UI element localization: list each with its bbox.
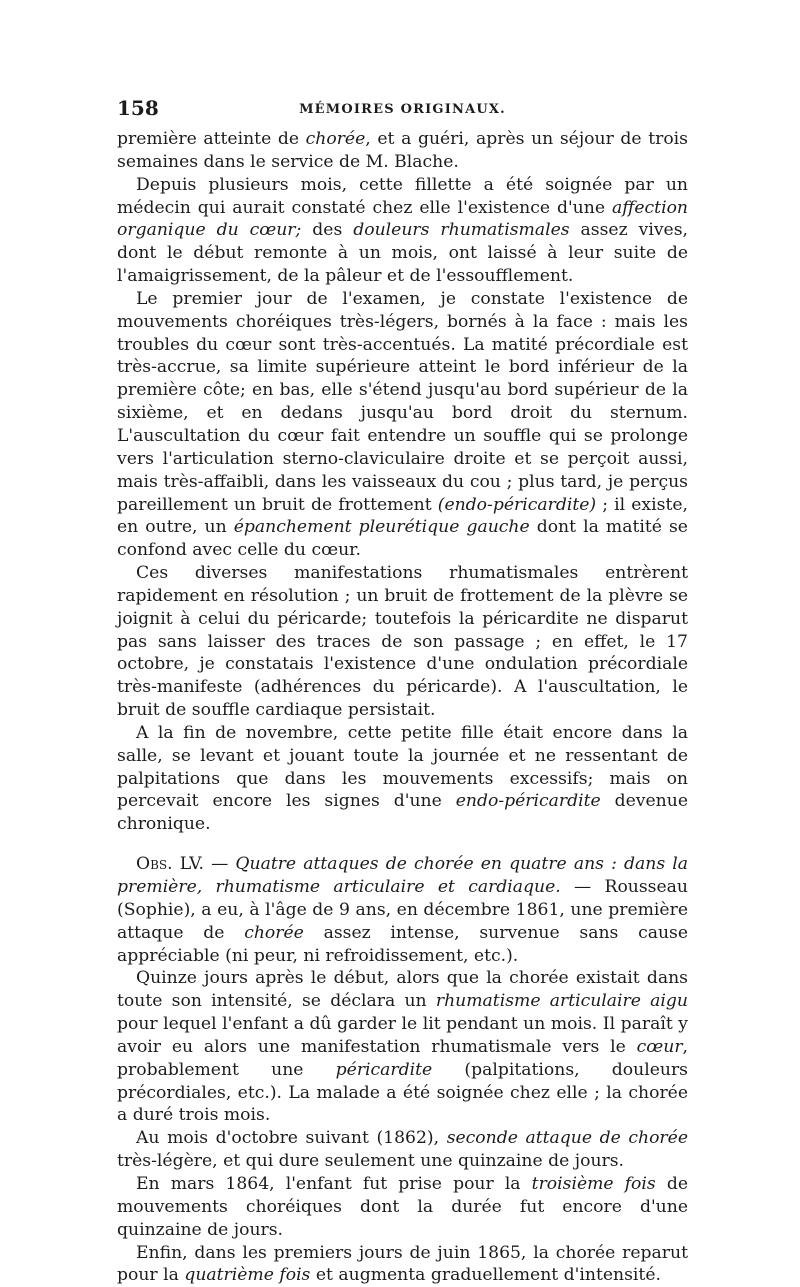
running-head-title: MÉMOIRES ORIGINAUX. <box>117 102 688 117</box>
text-run: des <box>301 220 353 240</box>
text-run: devenue chronique. <box>117 791 688 834</box>
text-run: , et a guéri, après un séjour de trois semaines dans le service de M. Blache. <box>117 129 688 172</box>
text-run: première atteinte de <box>117 129 306 149</box>
page-number: 158 <box>117 96 159 120</box>
body-text <box>117 128 688 1287</box>
italic-text: rhumatisme articulaire aigu <box>436 991 688 1011</box>
body-paragraph <box>117 562 688 722</box>
text-run: Depuis plusieurs mois, cette fillette a été soignée par un médecin qui aurait constaté chez elle l'existence d'une <box>117 175 688 218</box>
observation-heading-paragraph <box>117 853 688 967</box>
italic-text: péricardite <box>336 1060 433 1080</box>
text-run: dont la matité se confond avec celle du cœur. <box>117 517 688 560</box>
body-paragraph <box>117 128 688 174</box>
body-paragraph <box>117 1173 688 1242</box>
italic-text: seconde attaque de chorée <box>447 1128 688 1148</box>
text-run: Quinze jours après le début, alors que la chorée existait dans toute son intensité, se déclara un <box>117 968 688 1011</box>
text-run: (palpitations, douleurs précordiales, etc.). La malade a été soignée chez elle ; la chorée a duré trois mois. <box>117 1060 688 1126</box>
text-run: — Rousseau (Sophie), a eu, à l'âge de 9 ans, en décembre 1861, une première attaque de <box>117 877 688 943</box>
text-run: A la fin de novembre, cette petite fille était encore dans la salle, se levant et jouant toute la journée et ne ressentant de palpitations que dans les mouvements excessifs; mais on percevait encore les signes d'une <box>117 723 688 812</box>
body-paragraph <box>117 1127 688 1173</box>
italic-text: chorée <box>244 923 304 943</box>
text-run: Ces diverses manifestations rhumatismales entrèrent rapidement en résolution ; un bruit de frottement de la plèvre se joignit à celui du péricarde; toutefois la péricardite ne disparut pas sans laisser des traces de son passage ; en effet, le 17 octobre, je constatais l'existence d'une ondulation précordiale très-manifeste (adhérences du péricarde). A l'auscultation, le bruit de souffle cardiaque persistait. <box>117 563 688 720</box>
text-run: Au mois d'octobre suivant (1862), <box>136 1128 447 1148</box>
text-run: ; il existe, en outre, un <box>117 495 688 538</box>
text-run: pour lequel l'enfant a dû garder le lit pendant un mois. Il paraît y avoir eu alors une manifestation rhumatismale vers le <box>117 1014 688 1057</box>
observation-label: Obs. LV. <box>136 854 204 874</box>
italic-text: douleurs rhumatismales <box>353 220 569 240</box>
text-run: et augmenta graduellement d'intensité. <box>310 1265 661 1285</box>
text-run: — <box>204 854 235 874</box>
body-paragraph <box>117 967 688 1127</box>
italic-text: (endo-péricardite) <box>438 495 596 515</box>
text-run: de mouvements choréiques dont la durée fut encore d'une quinzaine de jours. <box>117 1174 688 1240</box>
body-paragraph <box>117 1242 688 1287</box>
body-paragraph <box>117 288 688 562</box>
italic-text: troisième fois <box>532 1174 656 1194</box>
text-run: En mars 1864, l'enfant fut prise pour la <box>136 1174 532 1194</box>
text-run: très-légère, et qui dure seulement une quinzaine de jours. <box>117 1151 624 1171</box>
italic-text: quatrième fois <box>184 1265 310 1285</box>
text-run: Le premier jour de l'examen, je constate l'existence de mouvements choréiques très-légers, bornés à la face : mais les troubles du cœur sont très-accentués. La matité précordiale est très-accrue, sa limite supérieure atteint le bord inférieur de la première côte; en bas, elle s'étend jusqu'au bord supérieur de la sixième, et en dedans jusqu'au bord droit du sternum. L'auscultation du cœur fait entendre un souffle qui se prolonge vers l'articulation sterno-claviculaire droite et se perçoit aussi, mais très-affaibli, dans les vaisseaux du cou ; plus tard, je perçus pareillement un bruit de frottement <box>117 289 688 515</box>
body-paragraph <box>117 722 688 836</box>
italic-text: cœur <box>637 1037 683 1057</box>
text-run: , probablement une <box>117 1037 688 1080</box>
italic-text: affection organique du cœur; <box>117 198 688 241</box>
body-paragraph <box>117 174 688 288</box>
italic-text: épanchement pleurétique gauche <box>234 517 530 537</box>
italic-text: endo-péricardite <box>456 791 601 811</box>
italic-text: chorée <box>306 129 366 149</box>
text-run: assez intense, survenue sans cause appréciable (ni peur, ni refroidissement, etc.). <box>117 923 688 966</box>
text-run: assez vives, dont le début remonte à un mois, ont laissé à leur suite de l'amaigrissement, de la pâleur et de l'essoufflement. <box>117 220 688 286</box>
italic-text: Quatre attaques de chorée en quatre ans : dans la première, rhumatisme articulaire et cardiaque. <box>117 854 688 897</box>
running-head <box>117 96 688 126</box>
text-run: Enfin, dans les premiers jours de juin 1865, la chorée reparut pour la <box>117 1243 688 1286</box>
